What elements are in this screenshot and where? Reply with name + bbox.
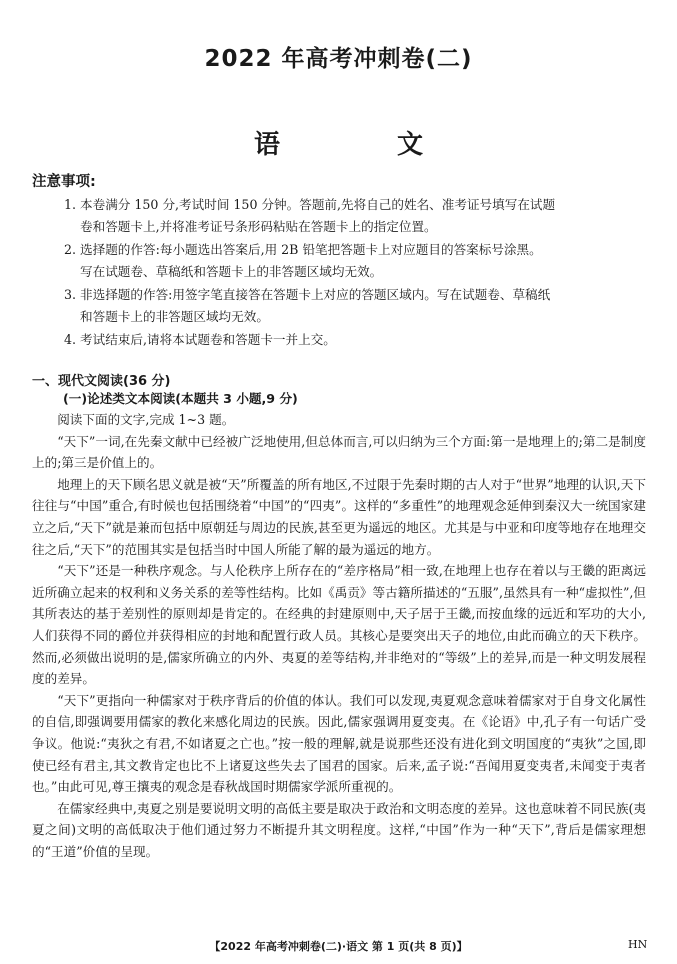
notice-item-3	[64, 284, 652, 327]
passage-paragraph-1: “天下”一词,在先秦文献中已经被广泛地使用,但总体而言,可以归纳为三个方面:第一是地理上的;第二是制度上的;第三是价值上的。	[32, 433, 646, 471]
reading-passage	[32, 409, 646, 862]
notice-item-text: 2. 选择题的作答:每小题选出答案后,用 2B 铅笔把答题卡上对应题目的答案标号涂黑。	[64, 242, 542, 257]
exam-title: 2022 年高考冲刺卷(二)	[204, 46, 473, 72]
passage-paragraph-2: 地理上的天下顾名思义就是被“天”所覆盖的所有地区,不过限于先秦时期的古人对于“世界”地理的认识,天下往往与“中国”重合,有时候也包括围绕着“中国”的“四夷”。这样的“多重性”的地理观念延伸到秦汉大一统国家建立之后,“天下”就是兼而包括中原朝廷与周边的民族,甚至更为遥远的地区。尤其是与中亚和印度等地存在地理交往之后,“天下”的范围其实是包括当时中国人所能了解的最为遥远的地方。	[32, 476, 646, 557]
subject-title: 语 文	[253, 130, 478, 160]
passage-paragraph-3: “天下”还是一种秩序观念。与人伦秩序上所存在的“差序格局”相一致,在地理上也存在着以与王畿的距离远近所确立起来的权利和义务关系的差等性结构。比如《禹贡》等古籍所描述的“五服”,虽然具有一种“虚拟性”,但其所表达的基于差别性的原则却是肯定的。在经典的封建原则中,天子居于王畿,而按血缘的远近和军功的大小,人们获得不同的爵位并获得相应的封地和配置行政人员。其核心是要突出天子的地位,由此而确立的天下秩序。然而,必须做出说明的是,儒家所确立的内外、夷夏的差等结构,并非绝对的“等级”上的差异,而是一种文明发展程度的差异。	[32, 563, 646, 687]
notice-item-text: 3. 非选择题的作答:用签字笔直接答在答题卡上对应的答题区域内。写在试题卷、草稿纸	[64, 287, 551, 302]
notice-item-text: 1. 本卷满分 150 分,考试时间 150 分钟。答题前,先将自己的姓名、准考证号填写在试题	[64, 197, 556, 212]
passage-paragraph-4: “天下”更指向一种儒家对于秩序背后的价值的体认。我们可以发现,夷夏观念意味着儒家对于自身文化属性的自信,即强调要用儒家的教化来感化周边的民族。因此,儒家强调用夏变夷。在《论语》中,孔子有一句话广受争议。他说:“夷狄之有君,不如诸夏之亡也。”按一般的理解,就是说那些还没有进化到文明国度的“夷狄”之国,即使已经有君主,其文教肯定也比不上诸夏这些失去了国君的国家。后来,孟子说:“吾闻用夏变夷者,未闻变于夷者也。”由此可见,尊王攘夷的观念是春秋战国时期儒家学派所重视的。	[32, 692, 646, 795]
notice-item-4	[64, 329, 652, 351]
notice-heading: 注意事项:	[32, 174, 96, 190]
passage-paragraph-5: 在儒家经典中,夷夏之别是要说明文明的高低主要是取决于政治和文明态度的差异。这也意味着不同民族(夷夏之间)文明的高低取决于他们通过努力不断提升其文明程度。这样,“中国”作为一种“天下”,背后是儒家理想的“王道”价值的呈现。	[32, 800, 646, 859]
notice-item-continuation: 和答题卡上的非答题区域均无效。	[80, 308, 269, 324]
section-heading: 一、现代文阅读(36 分)	[32, 374, 171, 389]
notice-item-continuation: 卷和答题卡上,并将准考证号条形码粘贴在答题卡上的指定位置。	[80, 218, 437, 234]
notice-item-1	[64, 194, 652, 237]
notice-list	[64, 194, 652, 353]
notice-item-text: 4. 考试结束后,请将本试题卷和答题卡一并上交。	[64, 332, 336, 347]
notice-item-continuation: 写在试题卷、草稿纸和答题卡上的非答题区域均无效。	[80, 263, 383, 279]
subsection-heading: (一)论述类文本阅读(本题共 3 小题,9 分)	[63, 391, 298, 406]
notice-item-2	[64, 239, 652, 282]
instruction-text: 阅读下面的文字,完成 1~3 题。	[57, 412, 235, 427]
page-footer: 【2022 年高考冲刺卷(二)·语文 第 1 页(共 8 页)】	[209, 940, 468, 953]
region-code: HN	[628, 938, 648, 951]
